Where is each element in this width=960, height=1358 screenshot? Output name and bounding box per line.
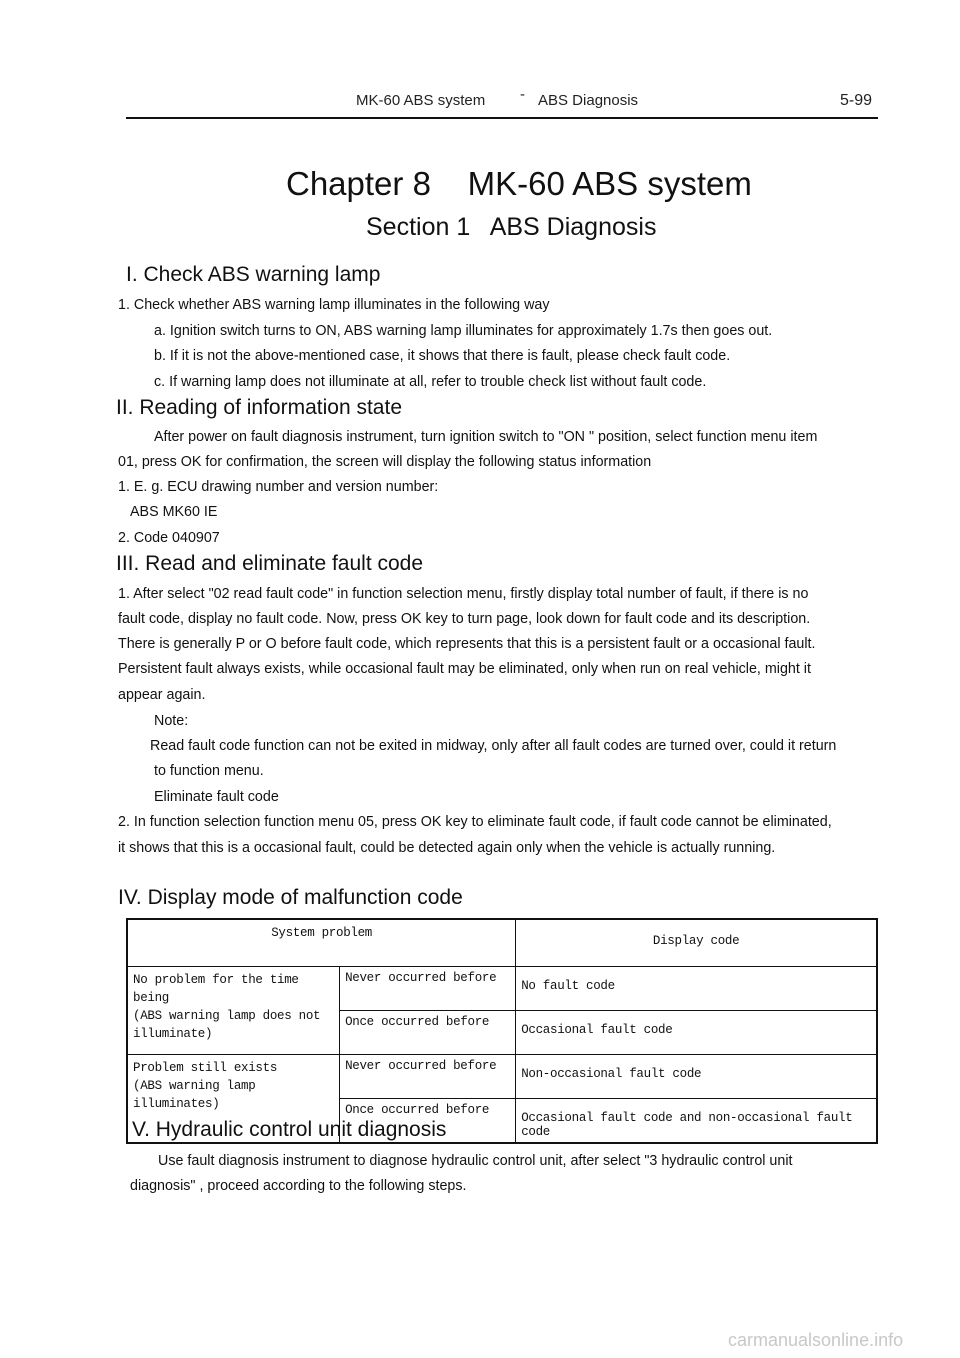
heading-check-warning-lamp: I. Check ABS warning lamp: [126, 263, 381, 286]
table-cell-code: Occasional fault code and non-occasional fault code: [516, 1099, 877, 1144]
table-cell-history: Once occurred before: [340, 1099, 516, 1144]
watermark: carmanualsonline.info: [728, 1330, 904, 1350]
paragraph-line: 2. In function selection function menu 05, press OK key to eliminate fault code, if fault code cannot be eliminated,: [118, 814, 832, 830]
paragraph-line: 1. E. g. ECU drawing number and version number:: [118, 479, 439, 495]
problem-line: illuminate): [133, 1027, 213, 1041]
paragraph-line: 2. Code 040907: [118, 530, 220, 546]
table-header-row: [127, 919, 877, 967]
chapter-title: Chapter 8 MK-60 ABS system: [286, 165, 752, 202]
table-cell-history: Once occurred before: [340, 1011, 516, 1055]
note-label: Note:: [154, 713, 189, 729]
table-cell-code: No fault code: [516, 967, 877, 1011]
paragraph-line: Use fault diagnosis instrument to diagnose hydraulic control unit, after select "3 hydraulic control unit: [158, 1153, 793, 1169]
table-cell-history: Never occurred before: [340, 967, 516, 1011]
header-rule: [126, 117, 878, 119]
table-row: [127, 967, 877, 1011]
table-header-display-code: Display code: [516, 919, 877, 967]
paragraph-line: diagnosis" , proceed according to the following steps.: [130, 1178, 467, 1194]
paragraph-line: to function menu.: [154, 763, 264, 779]
table-cell-code: Non-occasional fault code: [516, 1055, 877, 1099]
paragraph-line: 1. After select "02 read fault code" in function selection menu, firstly display total number of fault, if there is no: [118, 586, 809, 602]
paragraph-line: ABS MK60 IE: [130, 504, 218, 520]
paragraph-line: 01, press OK for confirmation, the screen will display the following status information: [118, 454, 652, 470]
paragraph-line: Persistent fault always exists, while occasional fault may be eliminated, only when run on real vehicle, might it: [118, 661, 811, 677]
problem-line: No problem for the time being: [133, 973, 299, 1005]
header-separator: -: [520, 86, 525, 103]
page-number: 5-99: [840, 92, 873, 109]
table-cell-history: Never occurred before: [340, 1055, 516, 1099]
paragraph-line: After power on fault diagnosis instrument, turn ignition switch to "ON " position, select function menu item: [154, 429, 818, 445]
problem-line: illuminates): [133, 1097, 220, 1111]
heading-read-eliminate-fault-code: III. Read and eliminate fault code: [116, 552, 424, 575]
paragraph-line: Read fault code function can not be exited in midway, only after all fault codes are turned over, could it return: [150, 738, 837, 754]
header-section-label: ABS Diagnosis: [538, 92, 639, 109]
paragraph-line: Eliminate fault code: [154, 789, 279, 805]
paragraph-line: a. Ignition switch turns to ON, ABS warning lamp illuminates for approximately 1.7s then goes out.: [154, 323, 773, 339]
table-row: [127, 1055, 877, 1099]
section-title: Section 1 ABS Diagnosis: [366, 213, 657, 241]
header-chapter-label: MK-60 ABS system: [356, 92, 486, 109]
paragraph-line: c. If warning lamp does not illuminate at all, refer to trouble check list without fault code.: [154, 374, 707, 390]
heading-hydraulic-control-unit: V. Hydraulic control unit diagnosis: [132, 1118, 447, 1141]
heading-reading-information-state: II. Reading of information state: [116, 396, 402, 419]
problem-line: (ABS warning lamp does not: [133, 1009, 321, 1023]
table-cell-code: Occasional fault code: [516, 1011, 877, 1055]
paragraph-line: 1. Check whether ABS warning lamp illuminates in the following way: [118, 297, 550, 313]
table-cell-problem: [127, 967, 340, 1055]
malfunction-code-table: [126, 918, 878, 1144]
problem-line: (ABS warning lamp: [133, 1079, 256, 1093]
table-header-system-problem: System problem: [127, 919, 516, 967]
paragraph-line: appear again.: [118, 687, 206, 703]
heading-display-mode: IV. Display mode of malfunction code: [118, 886, 463, 909]
problem-line: Problem still exists: [133, 1061, 278, 1075]
paragraph-line: fault code, display no fault code. Now, press OK key to turn page, look down for fault code and its description.: [118, 611, 811, 627]
paragraph-line: There is generally P or O before fault code, which represents that this is a persistent fault or a occasional fault.: [118, 636, 816, 652]
paragraph-line: it shows that this is a occasional fault, could be detected again only when the vehicle is actually running.: [118, 840, 776, 856]
paragraph-line: b. If it is not the above-mentioned case, it shows that there is fault, please check fault code.: [154, 348, 731, 364]
